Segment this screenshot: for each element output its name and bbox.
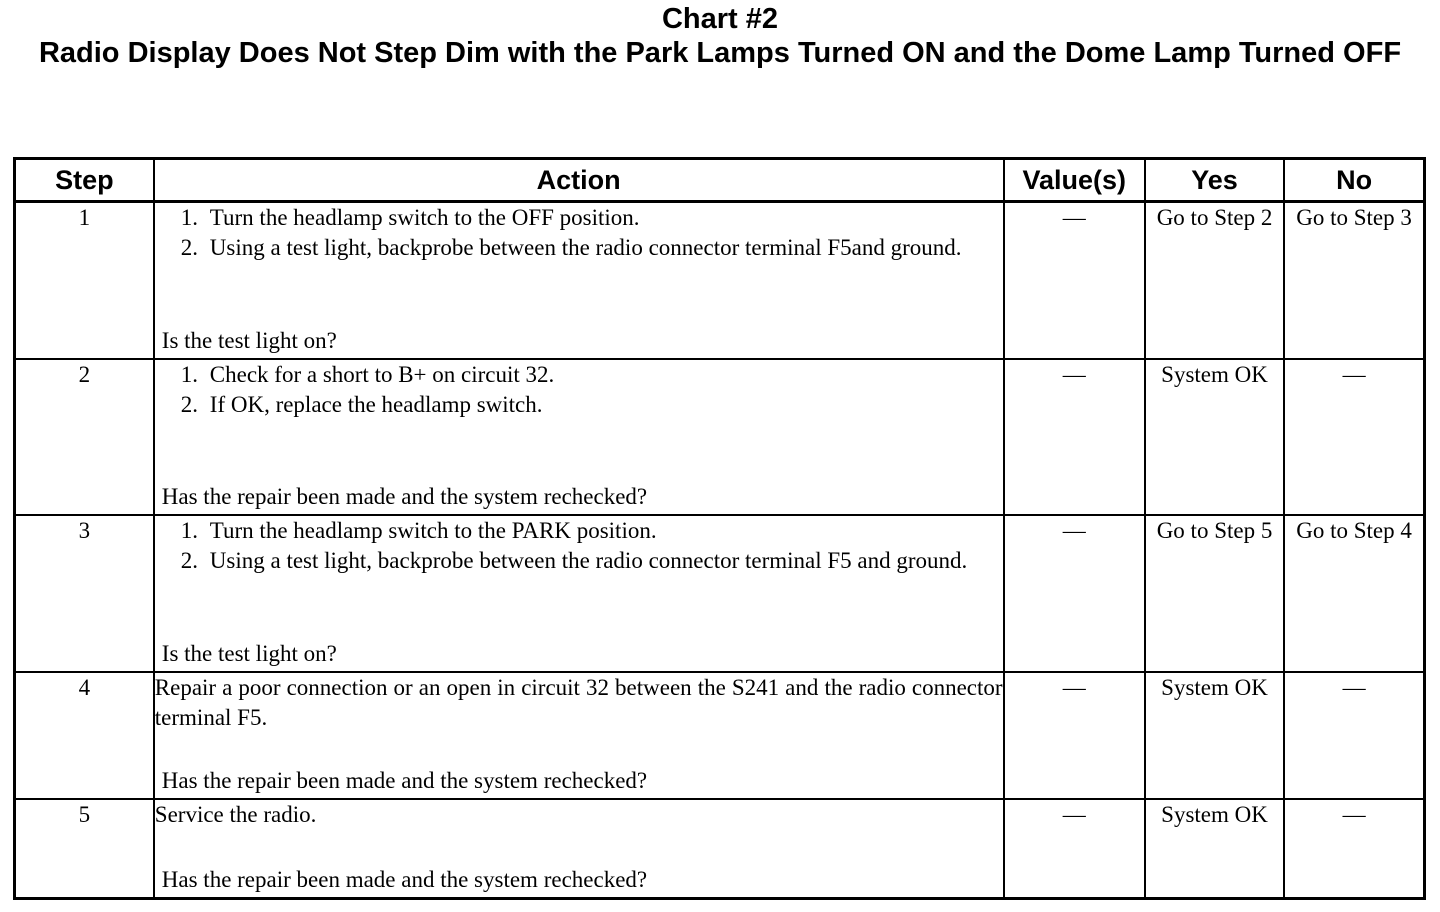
action-cell [154, 359, 1004, 515]
table-row [15, 672, 1425, 799]
action-cell [154, 202, 1004, 360]
action-list [155, 360, 1003, 419]
no-cell: — [1284, 672, 1424, 799]
chart-subtitle: Radio Display Does Not Step Dim with the Park Lamps Turned ON and the Dome Lamp Turned OFF [38, 37, 1402, 69]
action-item: 2. If OK, replace the headlamp switch. [180, 391, 543, 417]
chart-title-block [0, 2, 1440, 70]
step-number: 1 [15, 202, 154, 360]
no-cell: — [1284, 359, 1424, 515]
header-step: Step [15, 159, 154, 202]
header-action: Action [154, 159, 1004, 202]
table-row [15, 359, 1425, 515]
table-row [15, 202, 1425, 360]
action-item: 2. Using a test light, backprobe between the radio connector terminal F5and ground. [180, 234, 962, 260]
step-number: 4 [15, 672, 154, 799]
action-cell [154, 799, 1004, 899]
action-cell [154, 515, 1004, 672]
action-question: Has the repair been made and the system rechecked? [161, 767, 648, 793]
action-list [155, 516, 1003, 575]
action-item: 1. Turn the headlamp switch to the PARK position. [180, 518, 657, 543]
action-question: Has the repair been made and the system rechecked? [161, 866, 648, 892]
yes-cell: Go to Step 5 [1145, 515, 1284, 672]
table-row [15, 799, 1425, 899]
value-cell: — [1004, 515, 1145, 672]
value-cell: — [1004, 202, 1145, 360]
header-no: No [1284, 159, 1424, 202]
value-cell: — [1004, 799, 1145, 899]
value-cell: — [1004, 672, 1145, 799]
action-cell [154, 672, 1004, 799]
header-yes: Yes [1145, 159, 1284, 202]
value-cell: — [1004, 359, 1145, 515]
yes-cell: System OK [1145, 672, 1284, 799]
action-item: 1. Turn the headlamp switch to the OFF position. [180, 205, 640, 230]
header-row [15, 159, 1425, 202]
table-row [15, 515, 1425, 672]
action-question: Is the test light on? [161, 327, 337, 353]
no-cell: Go to Step 3 [1284, 202, 1424, 360]
no-cell: Go to Step 4 [1284, 515, 1424, 672]
step-number: 3 [15, 515, 154, 672]
yes-cell: System OK [1145, 799, 1284, 899]
step-number: 2 [15, 359, 154, 515]
action-item: 1. Check for a short to B+ on circuit 32. [180, 362, 555, 387]
action-list [155, 203, 1003, 262]
header-values: Value(s) [1004, 159, 1145, 202]
yes-cell: Go to Step 2 [1145, 202, 1284, 360]
action-item: 2. Using a test light, backprobe between the radio connector terminal F5 and ground. [180, 547, 968, 573]
action-paragraph: Service the radio. [154, 802, 317, 827]
diagnostic-table [13, 157, 1426, 900]
chart-number-title: Chart #2 [661, 3, 779, 35]
step-number: 5 [15, 799, 154, 899]
no-cell: — [1284, 799, 1424, 899]
action-paragraph: Repair a poor connection or an open in circuit 32 between the S241 and the radio connector terminal F5. [154, 675, 1003, 730]
action-question: Is the test light on? [161, 640, 337, 666]
yes-cell: System OK [1145, 359, 1284, 515]
action-question: Has the repair been made and the system rechecked? [161, 483, 648, 509]
